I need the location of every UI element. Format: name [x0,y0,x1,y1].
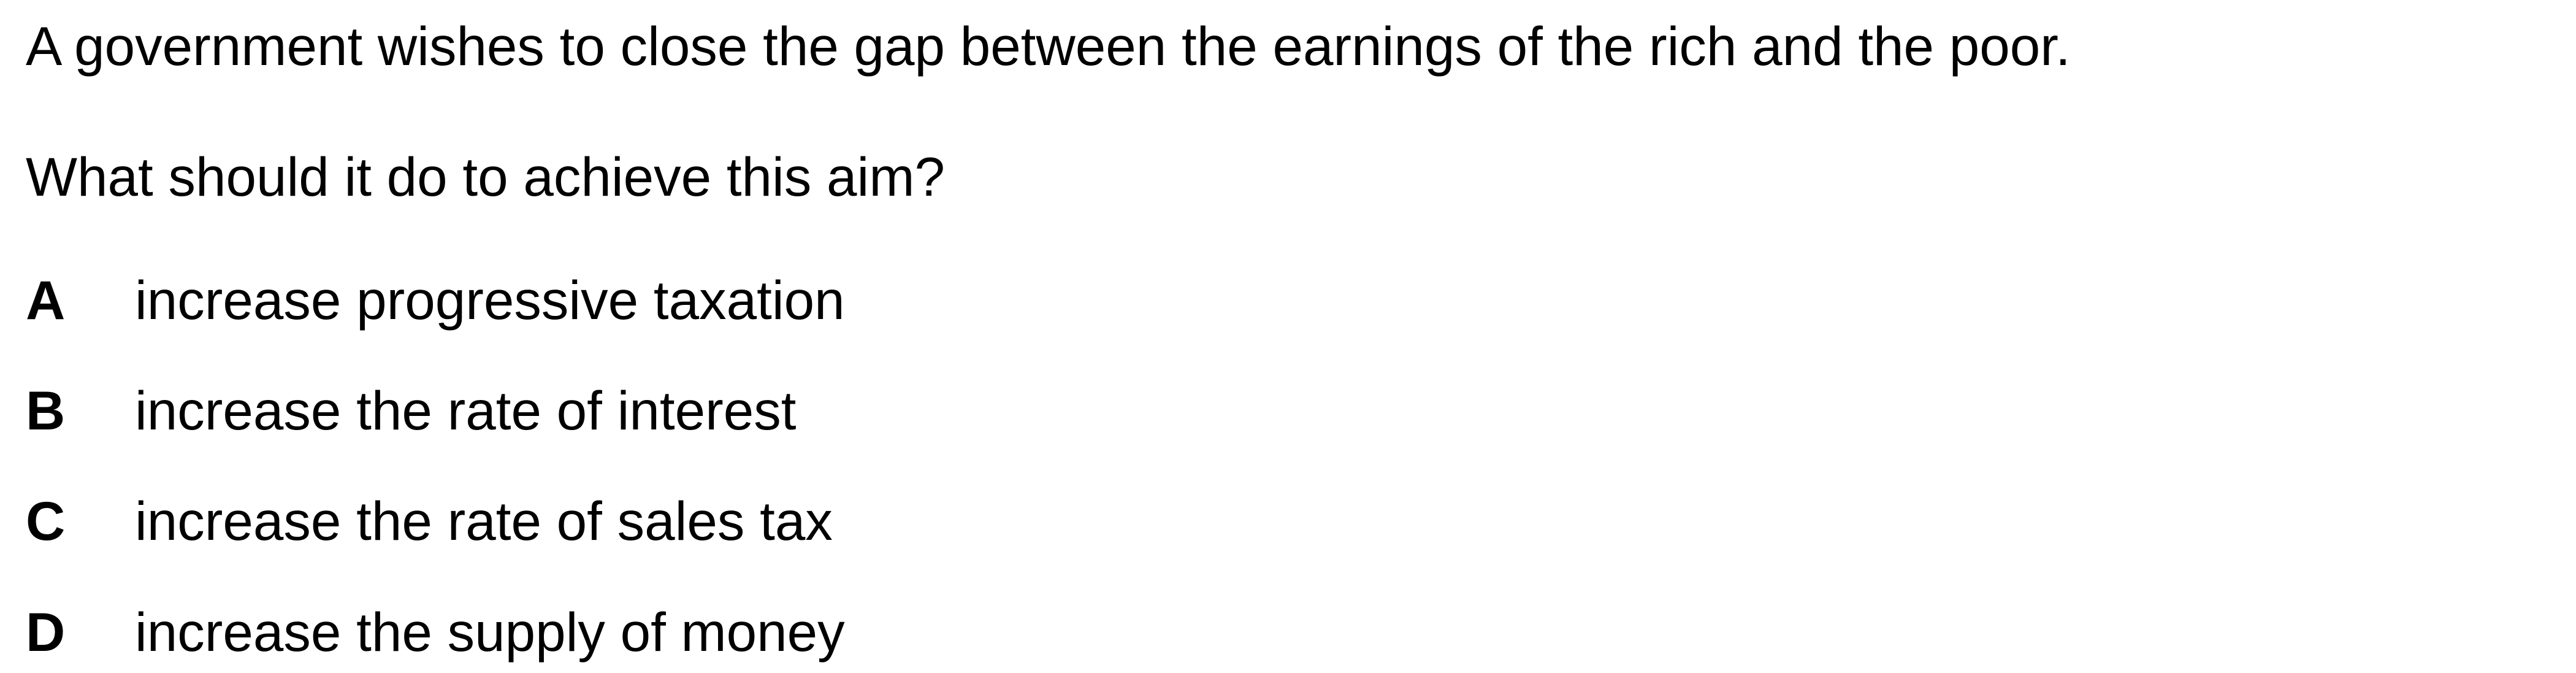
answer-option-b[interactable] [26,374,796,447]
option-text: increase the rate of sales tax [135,490,833,552]
option-letter: B [26,379,66,441]
option-letter: C [26,490,66,552]
question-prompt: What should it do to achieve this aim? [26,146,945,207]
answer-option-a[interactable] [26,263,845,337]
option-letter: D [26,601,66,663]
option-text: increase the rate of interest [135,379,797,441]
question-stem: A government wishes to close the gap between the earnings of the rich and the poor. [26,15,2071,77]
option-text: increase the supply of money [135,601,845,663]
answer-option-d[interactable] [26,595,845,669]
option-letter: A [26,269,66,331]
answer-option-c[interactable] [26,484,833,558]
option-text: increase progressive taxation [135,269,845,331]
